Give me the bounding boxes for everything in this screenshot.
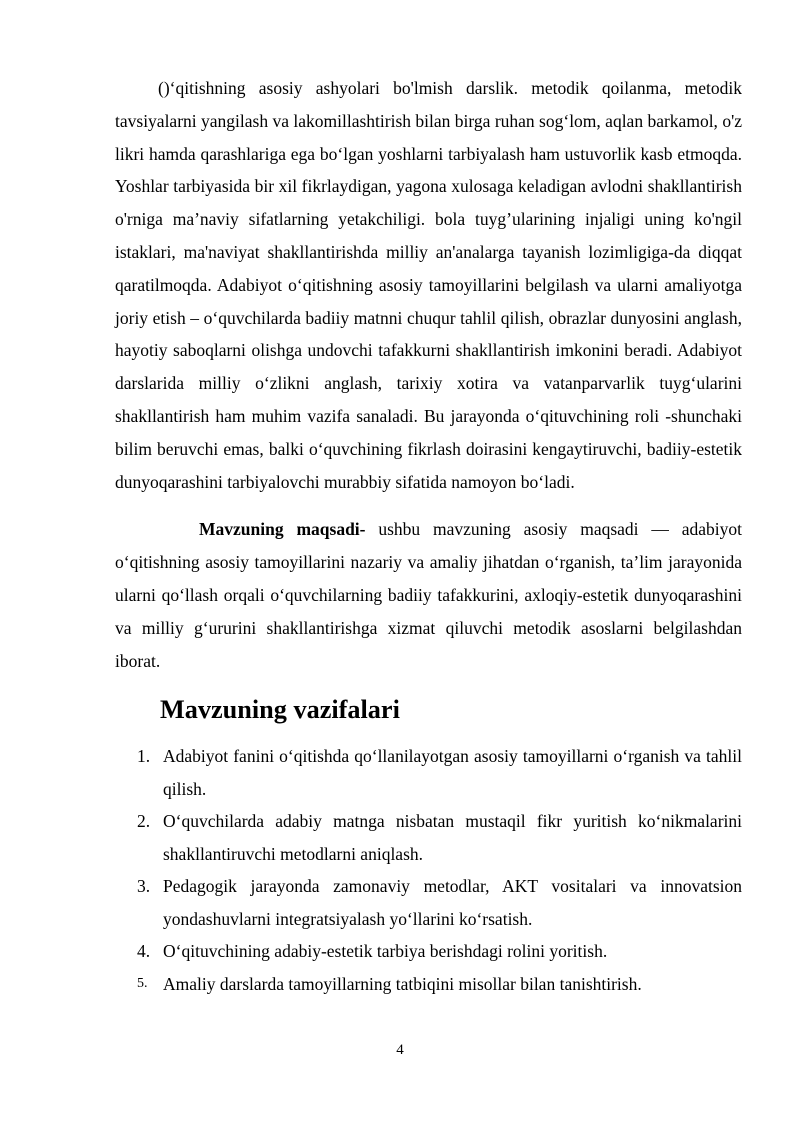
goal-lead: Mavzuning maqsadi- [199, 519, 366, 540]
tasks-heading: Mavzuning vazifalari [160, 695, 400, 725]
task-text: Adabiyot fanini o‘qitishda qo‘llanilayotgan asosiy tamoyillarni o‘rganish va tahlil qilish. [163, 746, 742, 799]
task-number: 5. [137, 975, 148, 991]
task-item-3 [115, 870, 742, 935]
task-item-2 [115, 805, 742, 870]
task-text: Amaliy darslarda tamoyillarning tatbiqini misollar bilan tanishtirish. [163, 973, 642, 994]
task-item-1 [115, 740, 742, 805]
task-text: O‘quvchilarda adabiy matnga nisbatan mustaqil fikr yuritish ko‘nikmalarini shakllantiruvchi metodlarni aniqlash. [163, 811, 742, 864]
task-number: 3. [137, 876, 151, 897]
task-number: 1. [137, 746, 151, 767]
task-number: 4. [137, 941, 151, 962]
task-text: Pedagogik jarayonda zamonaviy metodlar, AKT vositalari va innovatsion yondashuvlarni integratsiyalash yo‘llarini ko‘rsatish. [163, 876, 742, 929]
goal-text: ushbu mavzuning asosiy maqsadi — adabiyot o‘qitishning asosiy tamoyillarini nazariy va amaliy jihatdan o‘rganish, ta’lim jarayonida ularni qo‘llash orqali o‘quvchilarning badiiy tafakkurini, axloqiy-estetik dunyoqarashini va milliy g‘ururini shakllantirishga xizmat qiluvchi metodik asoslarni belgilashdan iborat. [115, 519, 742, 671]
page-number: 4 [396, 1042, 404, 1058]
page-body [115, 72, 742, 1000]
goal-paragraph [115, 513, 742, 677]
task-text: O‘qituvchining adabiy-estetik tarbiya berishdagi rolini yoritish. [163, 941, 608, 962]
tasks-list [115, 740, 742, 1000]
task-item-5 [115, 968, 742, 1001]
task-item-4 [115, 935, 742, 968]
task-number: 2. [137, 811, 151, 832]
intro-paragraph: ()‘qitishning asosiy ashyolari bo'lmish darslik. metodik qoilanma, metodik tavsiyalarni yangilash va lakomillashtirish bilan birga ruhan sog‘lom, aqlan barkamol, o'z likri hamda qarashlariga ega bo‘lgan yoshlarni tarbiyalash ham ustuvorlik kasb etmoqda. Yoshlar tarbiyasida bir xil fikrlaydigan, yagona xulosaga keladigan avlodni shakllantirish o'rniga ma’naviy sifatlarning yetakchiligi. bola tuyg’ularining injaligi uning ko'ngil istaklari, ma'naviyat shakllantirishda milliy an'analarga tayanish lozimligiga-da diqqat qaratilmoqda. Adabiyot o‘qitishning asosiy tamoyillarini belgilash va ularni amaliyotga joriy etish – o‘quvchilarda badiiy matnni chuqur tahlil qilish, obrazlar dunyosini anglash, hayotiy saboqlarni olishga undovchi tafakkurni shakllantirish imkonini beradi. Adabiyot darslarida milliy o‘zlikni anglash, tarixiy xotira va vatanparvarlik tuyg‘ularini shakllantirish ham muhim vazifa sanaladi. Bu jarayonda o‘qituvchining roli -shunchaki bilim beruvchi emas, balki o‘quvchining fikrlash doirasini kengaytiruvchi, badiiy-estetik dunyoqarashini tarbiyalovchi murabbiy sifatida namoyon bo‘ladi. [115, 78, 742, 492]
